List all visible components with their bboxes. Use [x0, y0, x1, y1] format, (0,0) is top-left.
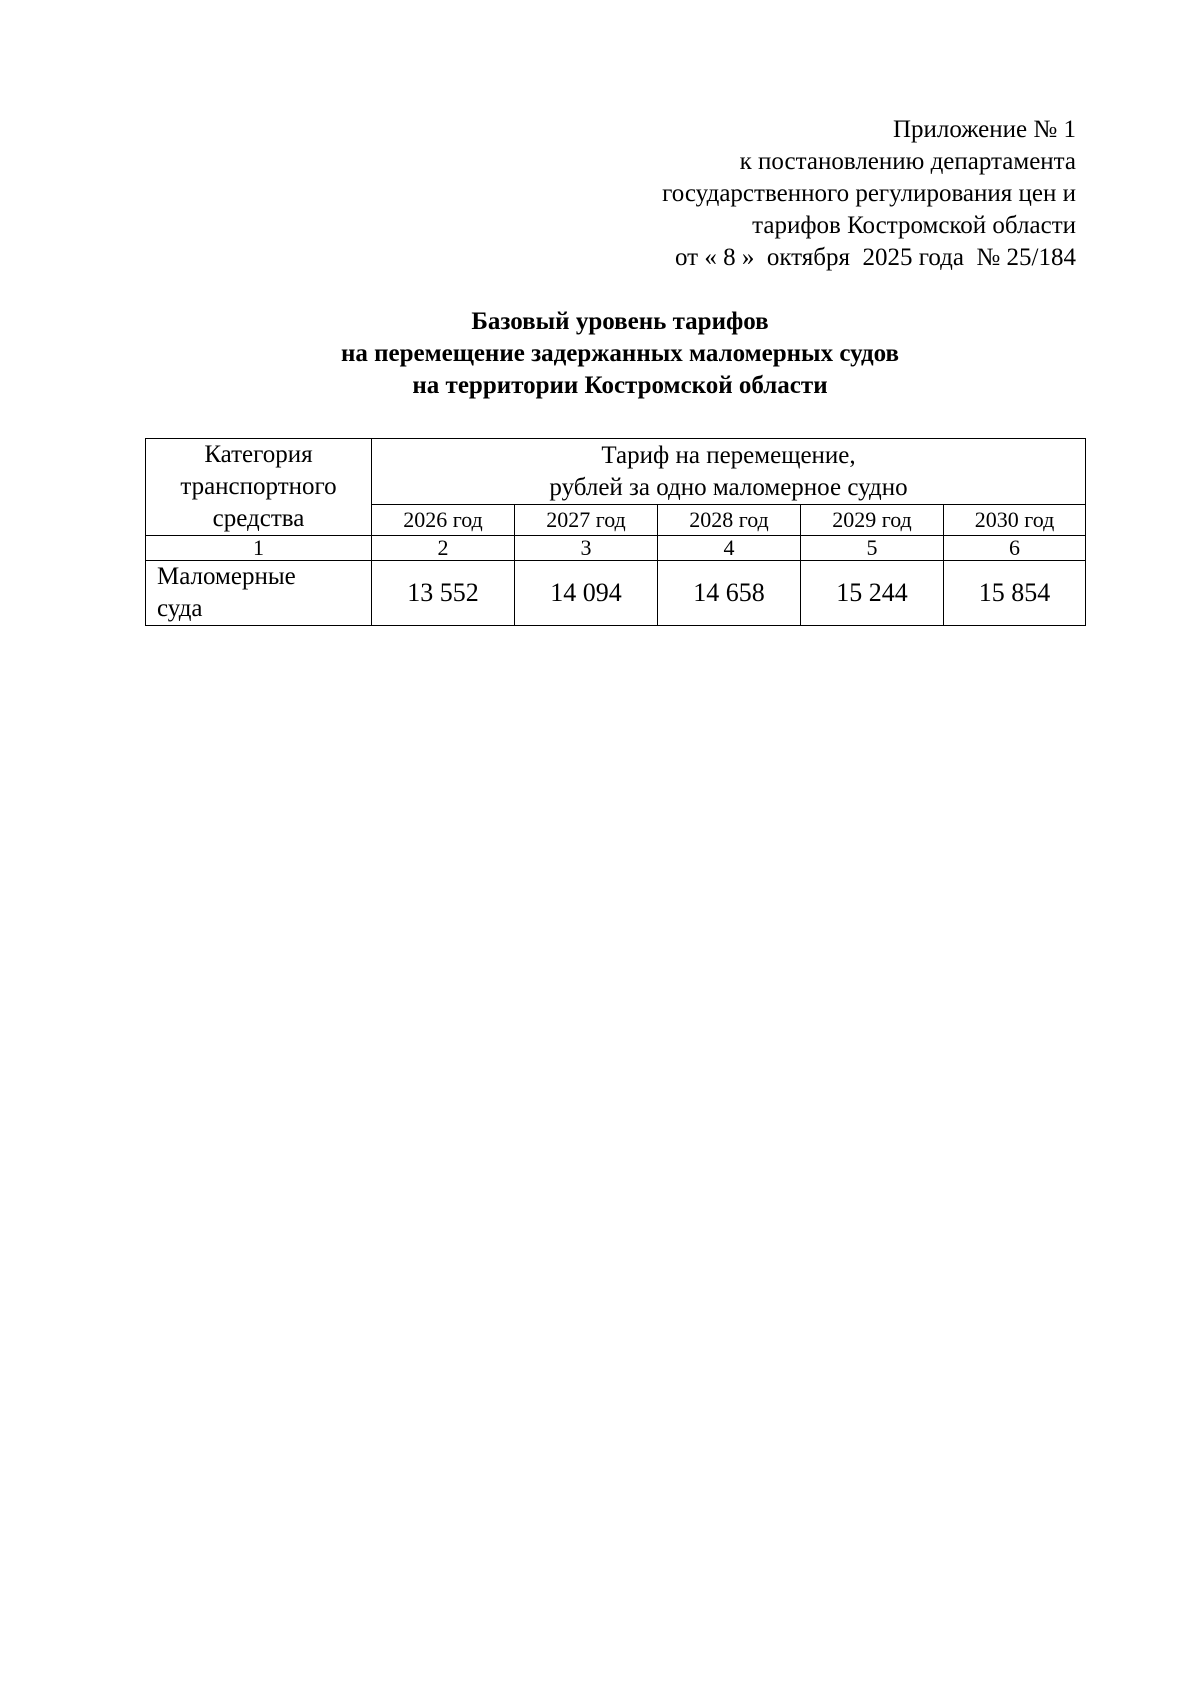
column-number: 2 — [372, 536, 515, 561]
tariff-value: 15 244 — [801, 561, 944, 626]
year-header: 2028 год — [658, 505, 801, 536]
category-header — [146, 439, 372, 536]
title-line-3: на территории Костромской области — [412, 372, 828, 399]
appendix-region: тарифов Костромской области — [752, 212, 1076, 239]
tariff-value: 14 658 — [658, 561, 801, 626]
title-line-2: на перемещение задержанных маломерных судов — [340, 340, 900, 367]
column-number: 3 — [515, 536, 658, 561]
appendix-number: Приложение № 1 — [892, 116, 1076, 143]
column-number-row — [146, 536, 1086, 561]
year-header: 2030 год — [944, 505, 1086, 536]
year-header: 2029 год — [801, 505, 944, 536]
category-header-line-3: средства — [212, 505, 305, 532]
category-header-line-1: Категория — [204, 441, 313, 468]
tariff-header-line-2: рублей за одно маломерное судно — [549, 473, 908, 501]
appendix-header — [476, 114, 1076, 274]
column-number: 4 — [658, 536, 801, 561]
column-number: 6 — [944, 536, 1086, 561]
tariff-value: 14 094 — [515, 561, 658, 626]
tariff-table — [145, 438, 1086, 626]
category-line-1: Маломерные — [157, 563, 296, 590]
document-title — [0, 306, 1200, 402]
title-line-1: Базовый уровень тарифов — [471, 308, 769, 335]
category-line-2: суда — [157, 595, 203, 622]
header-row — [146, 439, 1086, 505]
table-row — [146, 561, 1086, 626]
year-header: 2027 год — [515, 505, 658, 536]
column-number: 1 — [146, 536, 372, 561]
tariff-value: 13 552 — [372, 561, 515, 626]
category-header-line-2: транспортного — [180, 473, 337, 500]
tariff-value: 15 854 — [944, 561, 1086, 626]
category-cell — [146, 561, 372, 626]
appendix-reference: к постановлению департамента — [739, 148, 1076, 175]
column-number: 5 — [801, 536, 944, 561]
appendix-date-number: от « 8 » октября 2025 года № 25/184 — [674, 244, 1076, 271]
appendix-department: государственного регулирования цен и — [662, 180, 1076, 207]
tariff-header-line-1: Тариф на перемещение, — [601, 441, 856, 469]
tariff-header — [372, 439, 1086, 505]
year-header: 2026 год — [372, 505, 515, 536]
